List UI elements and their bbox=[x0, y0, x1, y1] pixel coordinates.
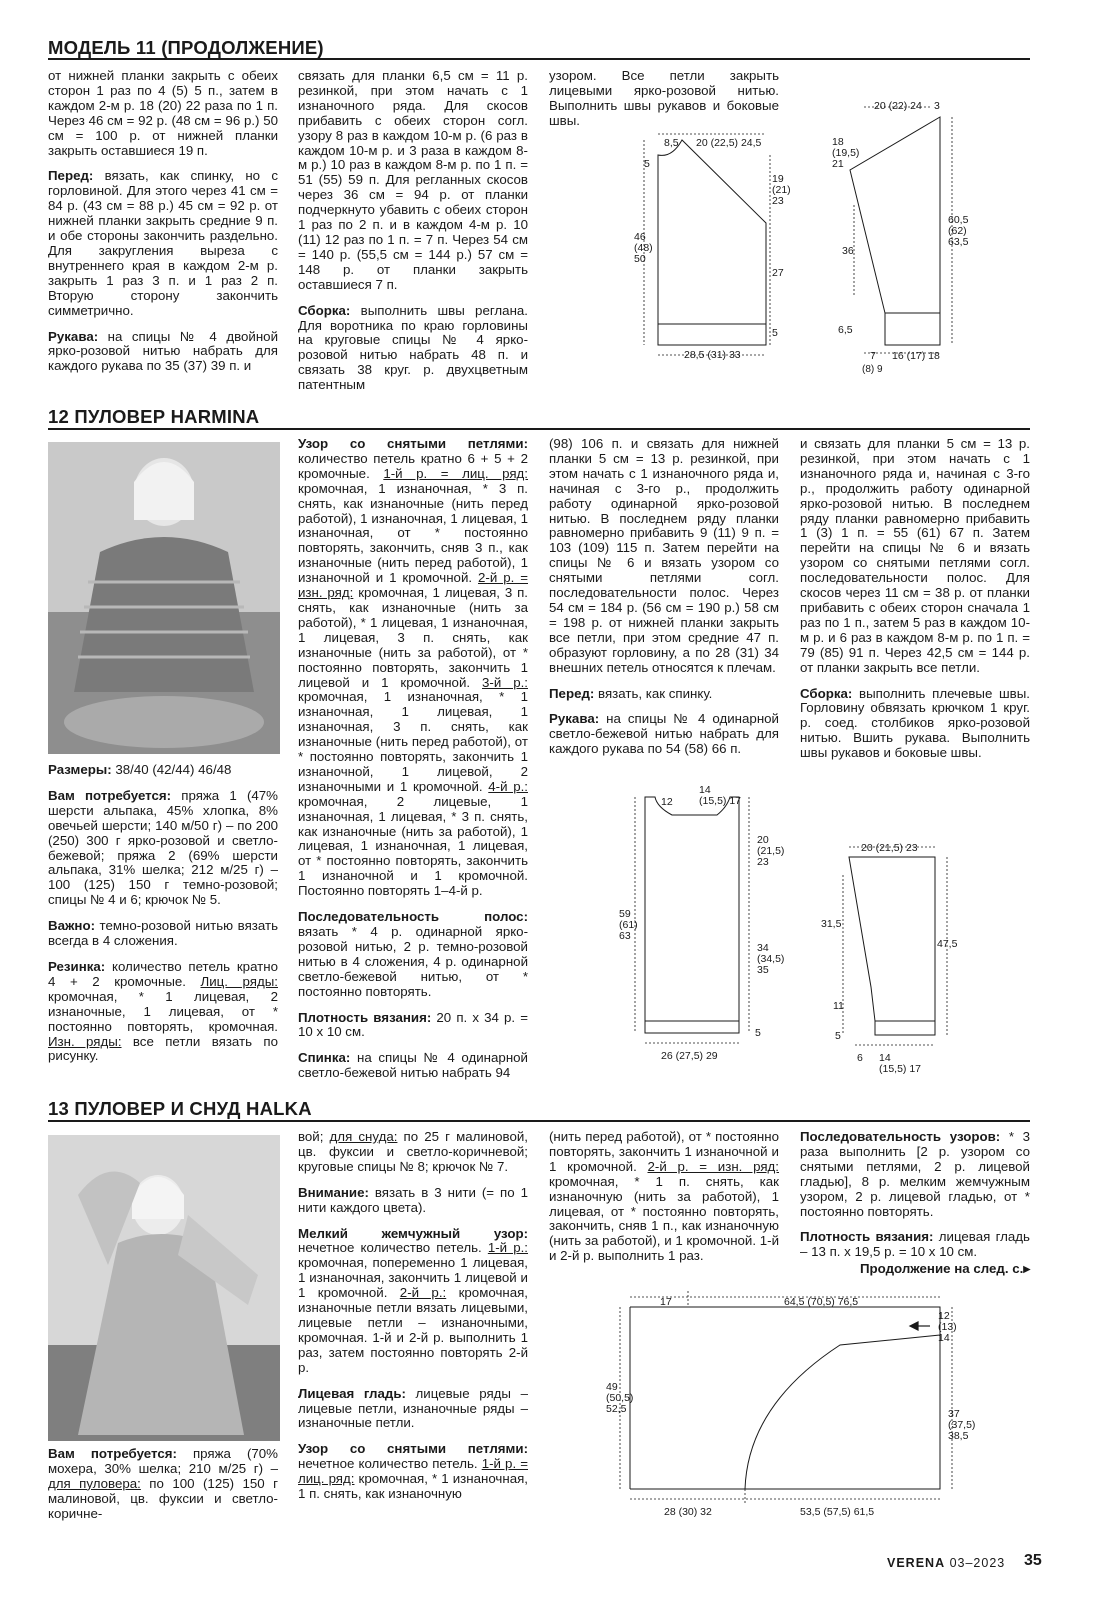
paragraph: связать для планки 6,5 см = 11 р. резинкой, при этом начать с 1 изнаночного ряда. Для скосов прибавить с обеих сторон согл. узору 8 раз в каждом 10-м р. (6 раз в каждом 10-м р. и 3 раза в каждом 8-м р.) 10 раз в каждом 8-м р. по 1 п. = 51 (55) 59 п. Для регланных скосов через 36 см = 94 р. от планки подчеркнуто убавить с обеих сторон 1 раз по 2 п. и в каждом 4-м р. 10 (11) 12 раз по 1 п. = 7 п. Через 54 см = 140 р. (55,5 см = 144 р.) 57 см = 148 р. от планки закрыть оставшиеся 7 п. bbox=[298, 68, 528, 292]
dim-label: 18 (19,5) 21 bbox=[832, 136, 860, 171]
paragraph-back: Спинка: на спицы № 4 одинарной светло-бежевой нитью набрать 94 bbox=[298, 1050, 528, 1081]
section-divider bbox=[48, 58, 1030, 60]
dim-label: 28 (30) 32 bbox=[664, 1506, 712, 1518]
sleeve-outline bbox=[849, 857, 935, 1035]
dim-label: 31,5 bbox=[821, 918, 842, 930]
paragraph-assembly: Сборка: выполнить швы реглана. Для воротника по краю горловины на круговые спицы № 4 ярко-розовой нитью набрать 48 п. и связать 38 круг. р. двухцветным патентным bbox=[298, 302, 528, 393]
text-column-4 bbox=[800, 1130, 1030, 1277]
photo-illustration bbox=[48, 1135, 280, 1441]
dim-label: 37 (37,5) 38,5 bbox=[948, 1408, 976, 1443]
photo-illustration bbox=[48, 442, 280, 754]
footer bbox=[887, 1556, 1005, 1570]
section-model-12 bbox=[48, 405, 1030, 429]
body-outline bbox=[630, 1307, 940, 1489]
body-schematic bbox=[620, 120, 790, 370]
paragraph: от нижней планки закрыть с обеих сторон 1 раз по 4 (5) 5 п., затем в каждом 2-м р. 18 (20) 22 раза по 1 п. Через 46 см = 92 р. (48 см = 96 р.) 50 см = 100 р. от нижней планки закрыть оставшиеся 19 п. bbox=[48, 68, 278, 158]
section-model-13 bbox=[48, 1097, 1030, 1121]
paragraph-stripes: Последовательность полос: вязать * 4 р. одинарной ярко-розовой нитью, 2 р. темно-розовой нитью в 4 сложения, 4 р. одинарной светло-бежевой нитью, от * постоянно повторять. bbox=[298, 909, 528, 999]
issue-number: 03–2023 bbox=[949, 1556, 1006, 1570]
section-title: 12 ПУЛОВЕР HARMINA bbox=[48, 406, 260, 427]
dim-label: 5 bbox=[772, 327, 778, 339]
dim-label: 8,5 bbox=[664, 137, 679, 149]
text-column-1 bbox=[48, 69, 278, 385]
section-divider bbox=[48, 1120, 1030, 1122]
dim-label: 36 bbox=[842, 245, 854, 257]
paragraph-sequence: Последовательность узоров: * 3 раза выполнить [2 р. узором со снятыми петлями, 2 р. лицевой гладью], 8 р. мелким жемчужным узором, 2 р. лицевой гладью, от * постоянно повторять. bbox=[800, 1129, 1030, 1219]
paragraph-sleeves: Рукава: на спицы № 4 одинарной светло-бежевой нитью набрать для каждого рукава по 54 (58) 66 п. bbox=[549, 711, 779, 757]
dim-label: 26 (27,5) 29 bbox=[661, 1050, 718, 1062]
paragraph-important: Важно: темно-розовой нитью вязать всегда в 4 сложения. bbox=[48, 918, 278, 949]
body-outline bbox=[645, 797, 739, 1033]
paragraph-attention: Внимание: вязать в 3 нити (= по 1 нити каждого цвета). bbox=[298, 1184, 528, 1215]
dim-label: 5 bbox=[755, 1027, 761, 1039]
dim-label: 16 (17) 18 bbox=[892, 350, 940, 362]
dim-label: 46 (48) 50 bbox=[634, 231, 653, 266]
dim-label: 5 bbox=[835, 1030, 841, 1042]
dim-label: 28,5 (31) 33 bbox=[684, 349, 741, 361]
paragraph: и связать для планки 5 см = 13 р. резинкой, при этом начать с 1 изнаночного ряда и, начиная с 3-го р., продолжить работу одинарной ярко-розовой нитью. В последнем ряду планки равномерно прибавить 1 (3) 1 п. = 55 (61) 67 п. Затем перейти на спицы № 6 и вязать узором со снятыми петлями согл. последовательности полос. Для скосов через 11 см = 38 р. от планки прибавить с обеих сторон сначала 1 раз по 1 п., затем 5 раз в каждом 10-м р. и 6 раз в каждом 8-м р. по 1 п. = 79 (85) 91 п. Через 42,5 см = 144 р. от планки закрыть все петли. bbox=[800, 436, 1030, 675]
brand-name: VERENA bbox=[887, 1556, 946, 1570]
dim-label: 20 (21,5) 23 bbox=[861, 842, 918, 854]
dim-label: (8) 9 bbox=[862, 364, 883, 375]
sleeve-schematic bbox=[820, 95, 980, 380]
sleeve-schematic bbox=[815, 835, 985, 1075]
paragraph-materials: Вам потребуется: пряжа (70% мохера, 30% шелка; 210 м/25 г) – для пуловера: по 100 (125) 150 г малиновой, цв. фуксии и светло-коричне- bbox=[48, 1446, 278, 1521]
paragraph-gauge: Плотность вязания: лицевая гладь – 13 п. х 19,5 р. = 10 х 10 см. bbox=[800, 1229, 1030, 1260]
dim-label: 49 (50,5) 52,5 bbox=[606, 1381, 634, 1416]
dim-label: 20 (22,5) 24,5 bbox=[696, 137, 762, 149]
dim-label: 5 bbox=[644, 158, 650, 170]
dim-label: 19 (21) 23 bbox=[772, 173, 791, 208]
section-model-11 bbox=[48, 36, 1030, 60]
paragraph: вой; для снуда: по 25 г малиновой, цв. фуксии и светло-коричневой; круговые спицы № 8; крючок № 7. bbox=[298, 1129, 528, 1174]
dim-label: 47,5 bbox=[937, 938, 958, 950]
dim-label: 64,5 (70,5) 76,5 bbox=[784, 1296, 859, 1308]
paragraph-slip-pattern: Узор со снятыми петлями: количество петель кратно 6 + 5 + 2 кромочные. 1-й р. = лиц. ряд: кромочная, 1 изнаночная, * 3 п. снять, как изнаночные (нить перед работой), 1 изнаночная, 1 лицевая, 1 изнаночная, от * постоянно повторять, закончить, сняв 3 п., как изнаночные (нить перед работой), 1 изнаночной и 1 кромочной. 2-й р. = изн. ряд: кромочная, 1 лицевая, 3 п. снять, как изнаночные (нить за работой), * 1 лицевая, 1 изнаночная, 1 лицевая, 3 п. снять, как изнаночные (нить за работой), от * постоянно повторять, закончить 1 лицевой и 1 кромочной. 3-й р.: кромочная, 1 изнаночная, * 1 изнаночная, 1 лицевая, 1 изнаночная, 3 п. снять, как изнаночные (нить перед работой), от * постоянно повторять, закончить 1 изнаночной, 1 лицевой, 2 изнаночными и 1 кромочной. 4-й р.: кромочная, 2 лицевые, 1 изнаночная, 1 лицевая, * 3 п. снять, как изнаночные (нить за работой), 1 лицевая, 1 изнаночная, 1 лицевая, от * постоянно повторять, закончить 1 изнаночной и 1 кромочной. Постоянно повторять 1–4-й р. bbox=[298, 436, 529, 899]
dim-label: 60,5 (62) 63,5 bbox=[948, 214, 969, 249]
body-outline bbox=[658, 140, 766, 345]
paragraph-stockinette: Лицевая гладь: лицевые ряды – лицевые петли, изнаночные ряды – изнаночные петли. bbox=[298, 1385, 528, 1431]
text-column-4 bbox=[800, 437, 1030, 772]
paragraph-sleeves: Рукава: на спицы № 4 двойной ярко-розовой нитью набрать для каждого рукава по 35 (37) 39 п. и bbox=[48, 328, 278, 374]
paragraph-materials: Вам потребуется: пряжа 1 (47% шерсти альпака, 45% хлопка, 8% овечьей шерсти; 140 м/50 г) – по 200 (250) 300 г ярко-розовой и светло-бежевой; пряжа 2 (69% шерсти альпака, 31% шелка; 212 м/25 г) – 100 (125) 150 г темно-розовой; спицы № 4 и 6; крючок № 5. bbox=[48, 787, 278, 908]
dim-label: 59 (61) 63 bbox=[619, 908, 638, 943]
paragraph-assembly: Сборка: выполнить плечевые швы. Горловину обвязать крючком 1 круг. р. соед. столбиков ярко-розовой нитью. Вшить рукава. Выполнить швы рукавов и боковые швы. bbox=[800, 685, 1030, 761]
dim-label: 20 (22) 24 bbox=[874, 100, 922, 112]
dim-label: 11 bbox=[833, 1000, 844, 1012]
text-column-1 bbox=[48, 763, 278, 1075]
dim-label: 53,5 (57,5) 61,5 bbox=[800, 1506, 875, 1518]
dim-label: 14 (15,5) 17 bbox=[879, 1052, 922, 1076]
paragraph: (нить перед работой), от * постоянно повторять, закончить 1 изнаночной и 1 кромочной. 2-й р. = изн. ряд: кромочная, * 1 п. снять, как изнаночную (нить за работой), 1 лицевая, от * постоянно повторять, закончить, сняв 1 п., как изнаночную (нить за работой), и 1 кромочной. 1-й и 2-й р. выполнить 1 раз. bbox=[549, 1129, 779, 1264]
paragraph-gauge: Плотность вязания: 20 п. х 34 р. = 10 х 10 см. bbox=[298, 1009, 528, 1040]
text-column-2 bbox=[298, 1130, 528, 1513]
continued-note: Продолжение на след. с.▸ bbox=[859, 1261, 1030, 1277]
paragraph-rib: Резинка: количество петель кратно 4 + 2 кромочные. Лиц. ряды: кромочная, * 1 лицевая, 2 изнаночные, 1 лицевая, от * постоянно повторять, кромочная. Изн. ряды: все петли вязать по рисунку. bbox=[48, 958, 278, 1064]
dim-label: 12 (13) 14 bbox=[938, 1310, 957, 1345]
body-schematic bbox=[615, 785, 785, 1070]
model-photo bbox=[48, 442, 280, 754]
text-column-3 bbox=[549, 1130, 779, 1275]
paragraph-slip-pattern: Узор со снятыми петлями: нечетное количество петель. 1-й р. = лиц. ряд: кромочная, * 1 изнаночная, 1 п. снять, как изнаночную bbox=[298, 1441, 528, 1502]
body-schematic bbox=[600, 1285, 976, 1518]
paragraph-front: Перед: вязать, как спинку, но с горловиной. Для этого через 41 см = 84 р. (43 см = 88 р.) 45 см = 92 р. от нижней планки закрыть средние 9 п. и обе стороны закончить раздельно. Для закругления выреза с внутреннего края в каждом 2-м р. закрыть 1 раз 3 п. и 1 раз 2 п. Вторую сторону закончить симметрично. bbox=[48, 168, 278, 318]
dim-label: 12 bbox=[661, 796, 673, 808]
paragraph: (98) 106 п. и связать для нижней планки 5 см = 13 р. резинкой, при этом начать с 1 изнаночного ряда и, начиная с 3-го р., продолжить работу одинарной ярко-розовой нитью. В последнем ряду планки равномерно прибавить 9 (11) 9 п. = 103 (109) 115 п. Затем перейти на спицы № 6 и вязать узором со снятыми петлями согл. последовательности полос. Через 54 см = 184 р. (56 см = 190 р.) 58 см = 198 р. от нижней планки закрыть все петли, при этом средние 47 п. образуют горловину, а по 28 (31) 34 внешних петель относятся к плечам. bbox=[549, 436, 779, 675]
model-photo bbox=[48, 1135, 280, 1441]
paragraph-seed-stitch: Мелкий жемчужный узор: нечетное количество петель. 1-й р.: кромочная, попеременно 1 лицевая, 1 изнаночная, закончить 1 лицевой и 1 кромочной. 2-й р.: кромочная, изнаночные петли вязать лицевыми, лицевые петли – изнаночными, кромочная. 1-й и 2-й р. выполнить 1 раз, затем постоянно повторять 2-й р. bbox=[298, 1225, 529, 1375]
page-number: 35 bbox=[1024, 1552, 1042, 1569]
sleeve-outline bbox=[850, 117, 940, 345]
paragraph: узором. Все петли закрыть лицевыми ярко-розовой нитью. Выполнить швы рукавов и боковые швы. bbox=[549, 68, 779, 128]
dim-label: 6,5 bbox=[838, 324, 853, 336]
text-column-3 bbox=[549, 437, 779, 768]
text-column-2 bbox=[298, 437, 528, 1092]
text-column-2 bbox=[298, 69, 528, 404]
section-title: 13 ПУЛОВЕР И СНУД HALKA bbox=[48, 1098, 312, 1119]
dim-label: 14 (15,5) 17 bbox=[699, 784, 742, 808]
section-title: МОДЕЛЬ 11 (ПРОДОЛЖЕНИЕ) bbox=[48, 37, 324, 58]
dim-label: 34 (34,5) 35 bbox=[757, 942, 785, 977]
text-column-1 bbox=[48, 1447, 278, 1533]
dim-label: 7 bbox=[870, 350, 876, 362]
dim-label: 17 bbox=[660, 1296, 672, 1308]
dim-label: 27 bbox=[772, 267, 784, 279]
paragraph-sizes: Размеры: 38/40 (42/44) 46/48 bbox=[48, 762, 232, 777]
paragraph-front: Перед: вязать, как спинку. bbox=[549, 685, 713, 701]
dim-label: 20 (21,5) 23 bbox=[757, 834, 785, 869]
dim-label: 3 bbox=[934, 100, 940, 112]
dim-label: 6 bbox=[857, 1052, 863, 1064]
section-divider bbox=[48, 428, 1030, 430]
